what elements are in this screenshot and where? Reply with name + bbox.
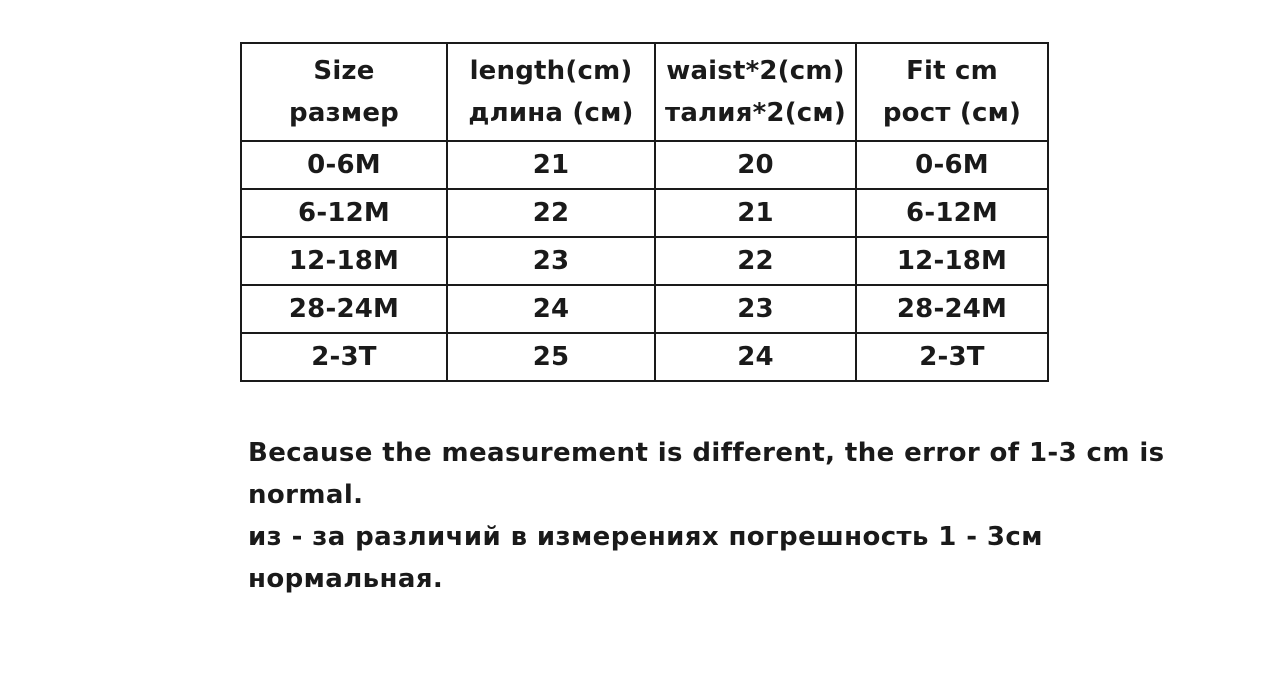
table-row: [241, 141, 1048, 189]
header-length: [447, 43, 655, 141]
cell-fit: 28-24M: [856, 285, 1048, 333]
cell-size: 0-6M: [241, 141, 447, 189]
cell-waist: 20: [655, 141, 856, 189]
cell-size: 28-24M: [241, 285, 447, 333]
table-row: [241, 285, 1048, 333]
header-length-en: length(cm): [469, 56, 633, 86]
note-english: Because the measurement is different, the error of 1-3 cm is normal.: [248, 438, 1165, 510]
header-fit-ru: рост (см): [882, 98, 1022, 128]
cell-waist: 22: [655, 237, 856, 285]
header-size: [241, 43, 447, 141]
cell-size: 2-3T: [241, 333, 447, 381]
note-russian: из - за различий в измерениях погрешность 1 - 3см нормальная.: [248, 522, 1043, 594]
cell-fit: 0-6M: [856, 141, 1048, 189]
measurement-note: [248, 432, 1208, 600]
table-row: [241, 189, 1048, 237]
cell-length: 22: [447, 189, 655, 237]
header-fit: [856, 43, 1048, 141]
size-chart-table: [240, 42, 1049, 382]
cell-waist: 21: [655, 189, 856, 237]
header-size-en: Size: [313, 56, 375, 86]
header-length-ru: длина (см): [468, 98, 634, 128]
cell-fit: 12-18M: [856, 237, 1048, 285]
cell-fit: 6-12M: [856, 189, 1048, 237]
cell-length: 23: [447, 237, 655, 285]
cell-length: 25: [447, 333, 655, 381]
cell-length: 21: [447, 141, 655, 189]
cell-fit: 2-3T: [856, 333, 1048, 381]
cell-waist: 24: [655, 333, 856, 381]
header-waist-en: waist*2(cm): [666, 56, 845, 86]
table-row: [241, 237, 1048, 285]
header-size-ru: размер: [289, 98, 399, 128]
cell-size: 12-18M: [241, 237, 447, 285]
table-header-row: [241, 43, 1048, 141]
header-waist: [655, 43, 856, 141]
cell-waist: 23: [655, 285, 856, 333]
header-waist-ru: талия*2(см): [665, 98, 846, 128]
header-fit-en: Fit cm: [906, 56, 998, 86]
cell-length: 24: [447, 285, 655, 333]
table-row: [241, 333, 1048, 381]
cell-size: 6-12M: [241, 189, 447, 237]
